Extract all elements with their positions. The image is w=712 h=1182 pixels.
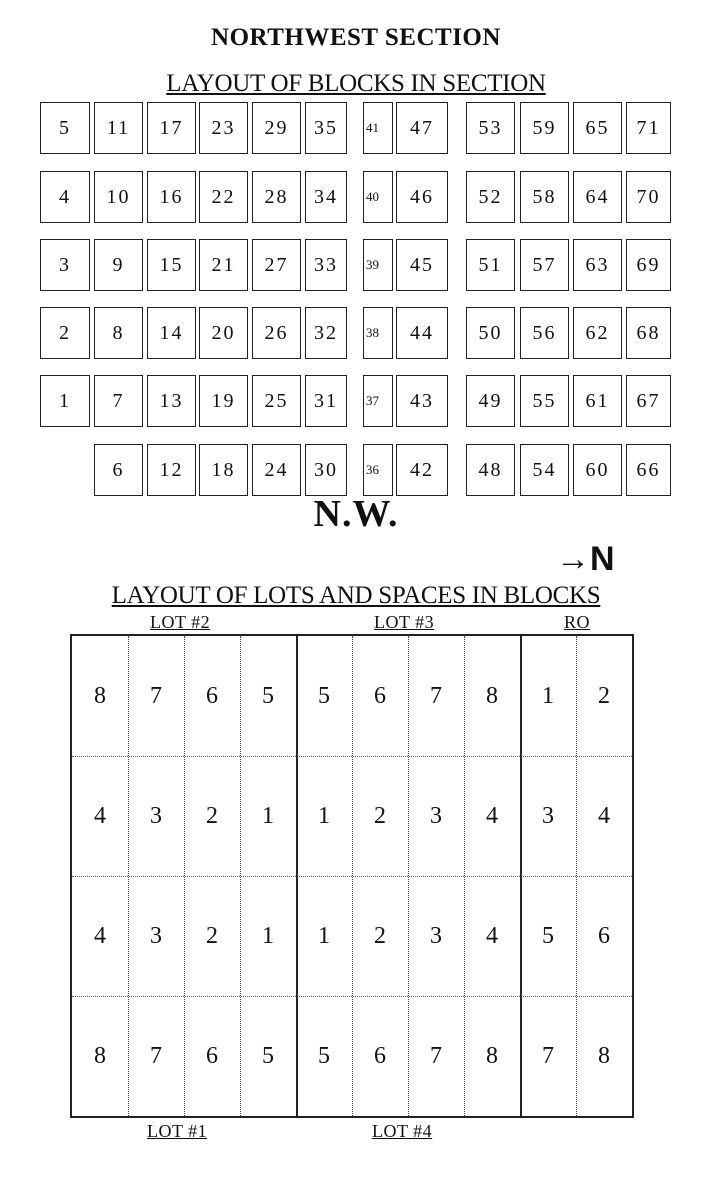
grid-divider [72,876,632,877]
block-10: 10 [94,171,143,223]
space-cell: 5 [262,682,274,709]
block-53: 53 [466,102,515,154]
space-cell: 7 [150,1042,162,1069]
north-arrow-icon: →N [556,540,615,578]
block-23: 23 [199,102,248,154]
block-8: 8 [94,307,143,359]
block-15: 15 [147,239,196,291]
block-57: 57 [520,239,569,291]
space-cell: 2 [598,682,610,709]
block-59: 59 [520,102,569,154]
space-cell: 5 [318,1042,330,1069]
block-26: 26 [252,307,301,359]
lots-heading: LAYOUT OF LOTS AND SPACES IN BLOCKS [111,582,601,609]
block-42: 42 [396,444,448,496]
block-39: 39 [363,239,393,291]
block-50: 50 [466,307,515,359]
block-63: 63 [573,239,622,291]
space-cell: 2 [206,922,218,949]
space-cell: 5 [262,1042,274,1069]
block-28: 28 [252,171,301,223]
grid-divider [72,756,632,757]
space-cell: 8 [598,1042,610,1069]
block-14: 14 [147,307,196,359]
space-cell: 7 [542,1042,554,1069]
block-71: 71 [626,102,671,154]
space-cell: 3 [542,802,554,829]
block-12: 12 [147,444,196,496]
lot-1-label: LOT #1 [147,1121,208,1141]
space-cell: 1 [318,802,330,829]
lot-4-label: LOT #4 [372,1121,433,1141]
block-55: 55 [520,375,569,427]
block-34: 34 [305,171,347,223]
block-1: 1 [40,375,90,427]
space-cell: 8 [94,682,106,709]
block-11: 11 [94,102,143,154]
block-37: 37 [363,375,393,427]
space-cell: 3 [430,922,442,949]
space-cell: 1 [262,802,274,829]
block-62: 62 [573,307,622,359]
lot-2-label: LOT #2 [150,612,211,632]
block-58: 58 [520,171,569,223]
block-41: 41 [363,102,393,154]
block-4: 4 [40,171,90,223]
section-label: N.W. [313,493,399,535]
block-43: 43 [396,375,448,427]
space-cell: 8 [486,682,498,709]
block-6: 6 [94,444,143,496]
block-45: 45 [396,239,448,291]
block-25: 25 [252,375,301,427]
block-35: 35 [305,102,347,154]
block-56: 56 [520,307,569,359]
block-3: 3 [40,239,90,291]
space-cell: 8 [486,1042,498,1069]
block-69: 69 [626,239,671,291]
space-cell: 6 [206,1042,218,1069]
block-40: 40 [363,171,393,223]
block-18: 18 [199,444,248,496]
block-61: 61 [573,375,622,427]
space-cell: 7 [430,1042,442,1069]
block-51: 51 [466,239,515,291]
block-66: 66 [626,444,671,496]
block-54: 54 [520,444,569,496]
block-44: 44 [396,307,448,359]
block-21: 21 [199,239,248,291]
space-cell: 1 [542,682,554,709]
space-cell: 7 [150,682,162,709]
space-cell: 6 [598,922,610,949]
block-33: 33 [305,239,347,291]
space-cell: 6 [374,1042,386,1069]
block-67: 67 [626,375,671,427]
space-cell: 6 [206,682,218,709]
page-title: NORTHWEST SECTION [211,24,501,51]
space-cell: 2 [374,802,386,829]
space-cell: 4 [598,802,610,829]
space-cell: 4 [486,922,498,949]
block-65: 65 [573,102,622,154]
space-cell: 5 [542,922,554,949]
space-cell: 2 [206,802,218,829]
block-13: 13 [147,375,196,427]
space-cell: 4 [486,802,498,829]
block-24: 24 [252,444,301,496]
block-46: 46 [396,171,448,223]
block-22: 22 [199,171,248,223]
space-cell: 1 [318,922,330,949]
block-27: 27 [252,239,301,291]
space-cell: 4 [94,922,106,949]
space-cell: 4 [94,802,106,829]
block-16: 16 [147,171,196,223]
block-60: 60 [573,444,622,496]
block-9: 9 [94,239,143,291]
block-19: 19 [199,375,248,427]
ro-label: RO [564,612,591,632]
block-47: 47 [396,102,448,154]
space-cell: 7 [430,682,442,709]
block-36: 36 [363,444,393,496]
blocks-heading: LAYOUT OF BLOCKS IN SECTION [166,70,546,97]
space-cell: 6 [374,682,386,709]
block-52: 52 [466,171,515,223]
block-17: 17 [147,102,196,154]
space-cell: 2 [374,922,386,949]
block-29: 29 [252,102,301,154]
space-cell: 8 [94,1042,106,1069]
block-48: 48 [466,444,515,496]
lot-3-label: LOT #3 [374,612,435,632]
block-68: 68 [626,307,671,359]
block-70: 70 [626,171,671,223]
space-cell: 3 [430,802,442,829]
block-30: 30 [305,444,347,496]
grid-divider [72,996,632,997]
block-38: 38 [363,307,393,359]
block-49: 49 [466,375,515,427]
space-cell: 3 [150,922,162,949]
block-64: 64 [573,171,622,223]
space-cell: 1 [262,922,274,949]
block-2: 2 [40,307,90,359]
block-20: 20 [199,307,248,359]
block-31: 31 [305,375,347,427]
block-7: 7 [94,375,143,427]
block-32: 32 [305,307,347,359]
block-5: 5 [40,102,90,154]
space-cell: 3 [150,802,162,829]
space-cell: 5 [318,682,330,709]
lots-spaces-grid [70,634,634,1118]
